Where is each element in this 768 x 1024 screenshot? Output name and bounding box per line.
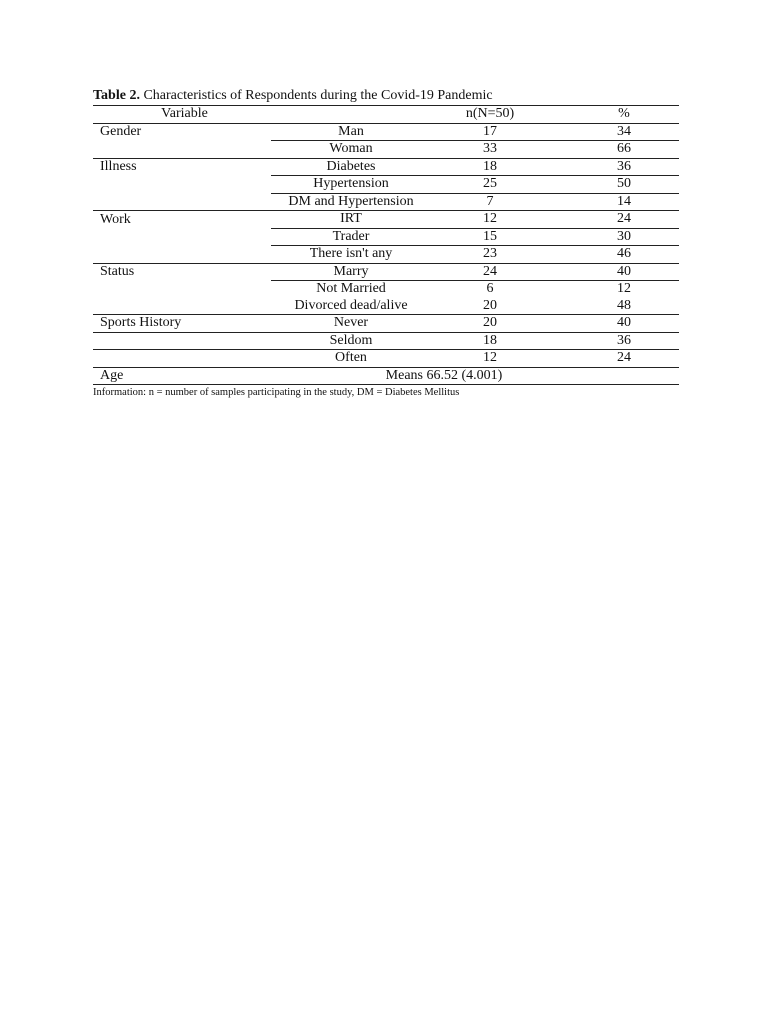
row-percent: 30: [547, 228, 679, 246]
table-row: [93, 193, 679, 211]
row-percent: 50: [547, 176, 679, 194]
row-category: Illness: [93, 158, 271, 176]
row-n: 18: [431, 332, 547, 350]
header-variable: Variable: [93, 106, 431, 124]
row-category: Gender: [100, 124, 142, 139]
table-header-row: [93, 106, 679, 124]
row-category: [93, 246, 271, 264]
table-row: [93, 281, 679, 298]
row-n: 12: [431, 350, 547, 368]
table-row: [93, 298, 679, 315]
row-category: Sports History: [93, 315, 271, 333]
row-subcategory: There isn't any: [271, 246, 431, 264]
row-percent: 40: [547, 315, 679, 333]
row-percent: 12: [547, 281, 679, 298]
row-category: [93, 228, 271, 246]
row-n: 33: [431, 141, 547, 159]
caption-text: Characteristics of Respondents during the Covid-19 Pandemic: [139, 88, 493, 103]
row-n: 15: [431, 228, 547, 246]
row-category: [93, 193, 271, 211]
row-category: [93, 332, 271, 350]
row-subcategory: Seldom: [271, 332, 431, 350]
table-row: [93, 315, 679, 333]
table-row: [93, 141, 679, 159]
table-footnote: Information: n = number of samples participating in the study, DM = Diabetes Mellitus: [93, 387, 460, 398]
row-n: 17: [483, 123, 497, 139]
table-row: [93, 350, 679, 368]
row-n: 20: [431, 315, 547, 333]
row-percent: 34: [617, 123, 631, 139]
table-block: [93, 87, 679, 399]
row-subcategory: Hypertension: [271, 176, 431, 194]
row-percent: 14: [547, 193, 679, 211]
row-n: 6: [431, 281, 547, 298]
row-percent: 48: [617, 297, 631, 313]
row-n: 23: [431, 246, 547, 264]
row-category: [93, 281, 271, 298]
header-n: n(N=50): [431, 106, 547, 124]
age-row: [93, 367, 679, 385]
row-n: 20: [483, 297, 497, 313]
row-n: 25: [431, 176, 547, 194]
row-percent: 24: [547, 211, 679, 229]
row-percent: 36: [547, 332, 679, 350]
row-subcategory: Not Married: [271, 281, 431, 298]
row-category: [93, 350, 271, 368]
row-subcategory: Marry: [271, 263, 431, 281]
row-subcategory: Divorced dead/alive: [294, 297, 408, 313]
row-category: Work: [93, 211, 271, 229]
table-row: [93, 176, 679, 194]
row-subcategory: IRT: [271, 211, 431, 229]
row-subcategory: Often: [271, 350, 431, 368]
header-percent: %: [547, 106, 679, 124]
table-row: [93, 123, 679, 141]
table-row: [93, 211, 679, 229]
row-n: 24: [431, 263, 547, 281]
row-category: [93, 141, 271, 159]
row-percent: 36: [547, 158, 679, 176]
table-row: [93, 246, 679, 264]
caption-label: Table 2.: [93, 88, 140, 103]
row-subcategory: Diabetes: [271, 158, 431, 176]
row-n: 18: [431, 158, 547, 176]
row-category: Status: [93, 263, 271, 281]
row-subcategory: Never: [271, 315, 431, 333]
row-category: [93, 176, 271, 194]
characteristics-table: [93, 105, 679, 385]
row-subcategory: Woman: [271, 141, 431, 159]
row-subcategory: Man: [338, 123, 364, 139]
table-caption: [93, 87, 679, 105]
table-row: [93, 228, 679, 246]
table-row: [93, 158, 679, 176]
row-n: 12: [431, 211, 547, 229]
row-subcategory: Trader: [271, 228, 431, 246]
table-row: [93, 332, 679, 350]
row-percent: 24: [547, 350, 679, 368]
row-category: [93, 298, 271, 315]
row-subcategory: DM and Hypertension: [271, 193, 431, 211]
age-value: Means 66.52 (4.001): [271, 367, 679, 385]
row-percent: 46: [547, 246, 679, 264]
table-row: [93, 263, 679, 281]
row-percent: 66: [547, 141, 679, 159]
row-percent: 40: [547, 263, 679, 281]
age-label: Age: [93, 367, 271, 385]
row-n: 7: [431, 193, 547, 211]
